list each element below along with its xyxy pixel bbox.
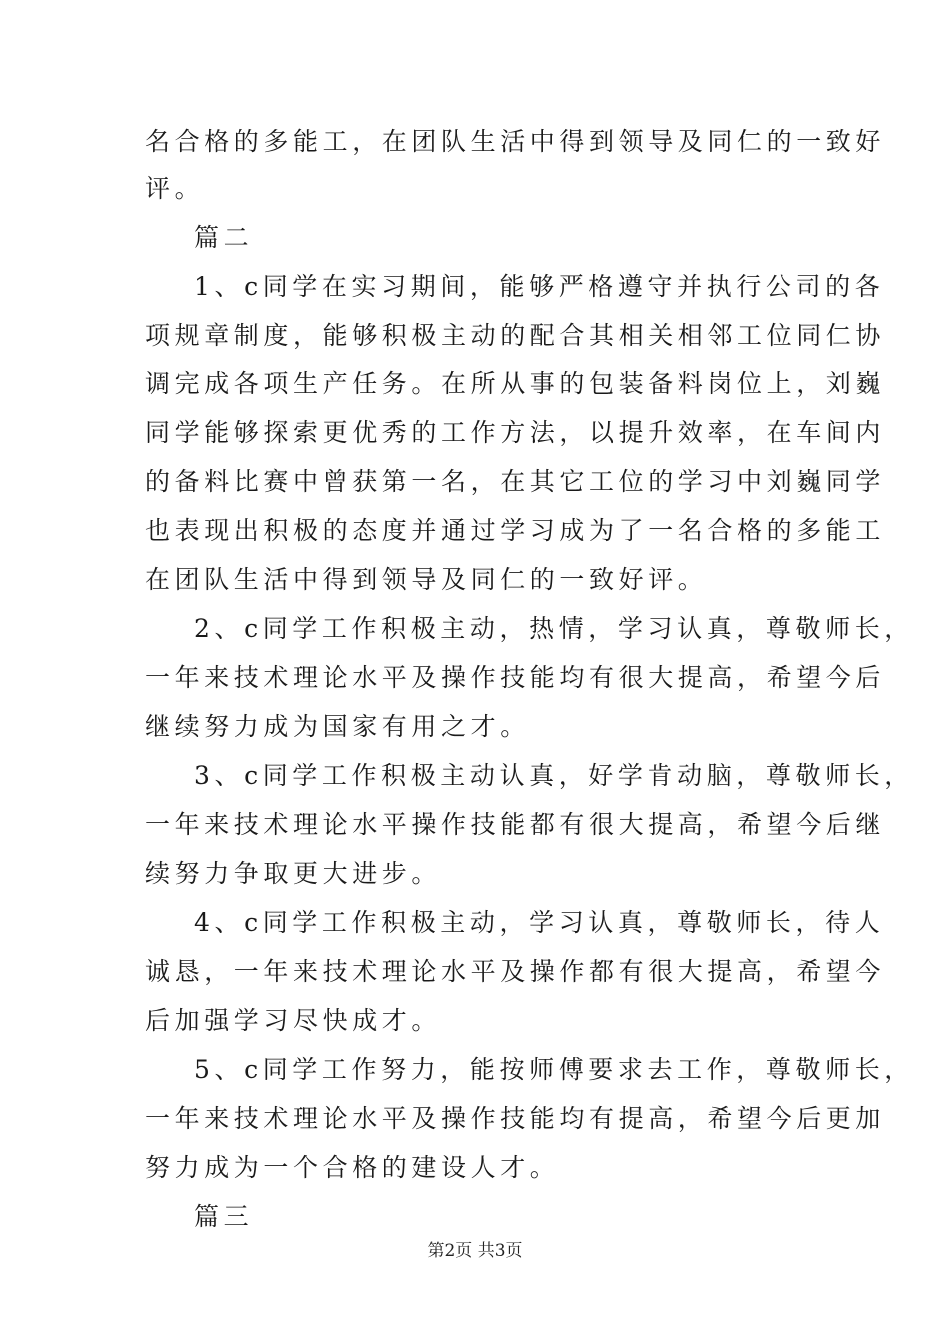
paragraph-line: 努力成为一个合格的建设人才。 [145,1153,560,1182]
paragraph-line: 名合格的多能工，在团队生活中得到领导及同仁的一致好 [145,127,886,156]
paragraph-line: 评。 [145,174,205,203]
paragraph-line: 5、c同学工作努力，能按师傅要求去工作，尊敬师长， [194,1055,914,1084]
paragraph-line: 也表现出积极的态度并通过学习成为了一名合格的多能工 [145,516,886,545]
paragraph-line: 诚恳，一年来技术理论水平及操作都有很大提高，希望今 [145,957,886,986]
page-number-footer: 第2页 共3页 [427,1241,523,1261]
paragraph-line: 继续努力成为国家有用之才。 [145,712,530,741]
paragraph-line: 一年来技术理论水平操作技能都有很大提高，希望今后继 [145,810,886,839]
paragraph-line: 后加强学习尽快成才。 [145,1006,442,1035]
paragraph-line: 在团队生活中得到领导及同仁的一致好评。 [145,565,708,594]
paragraph-line: 同学能够探索更优秀的工作方法，以提升效率，在车间内 [145,418,886,447]
section-heading: 篇三 [194,1202,254,1231]
paragraph-line: 续努力争取更大进步。 [145,859,442,888]
paragraph-line: 1、c同学在实习期间，能够严格遵守并执行公司的各 [194,272,885,301]
paragraph-line: 的备料比赛中曾获第一名，在其它工位的学习中刘巍同学 [145,467,886,496]
paragraph-line: 2、c同学工作积极主动，热情，学习认真，尊敬师长， [194,614,914,643]
paragraph-line: 项规章制度，能够积极主动的配合其相关相邻工位同仁协 [145,321,886,350]
paragraph-line: 3、c同学工作积极主动认真，好学肯动脑，尊敬师长， [194,761,914,790]
section-heading: 篇二 [194,223,254,252]
paragraph-line: 4、c同学工作积极主动，学习认真，尊敬师长，待人 [194,908,885,937]
paragraph-line: 一年来技术理论水平及操作技能均有很大提高，希望今后 [145,663,886,692]
paragraph-line: 一年来技术理论水平及操作技能均有提高，希望今后更加 [145,1104,886,1133]
paragraph-line: 调完成各项生产任务。在所从事的包装备料岗位上，刘巍 [145,369,886,398]
